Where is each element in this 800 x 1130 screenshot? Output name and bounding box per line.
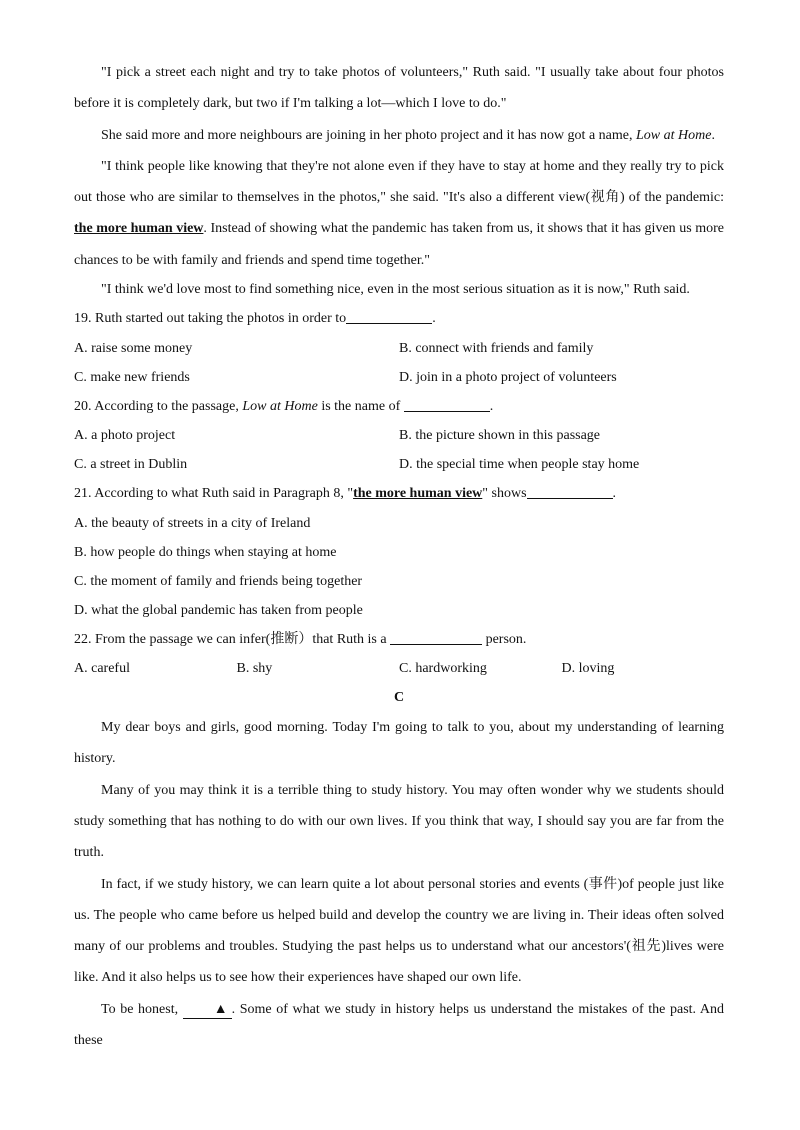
paragraph-c-greeting: My dear boys and girls, good morning. Today I'm going to talk to you, about my understanding of learning history.: [74, 720, 724, 767]
options-20-row2: [74, 450, 724, 479]
text-segment: "I think people like knowing that they're not alone even if they have to stay at home and they really try to pick out those who are similar to themselves in the photos," she said. "It's also a different view(视角) of the pandemic:: [74, 158, 724, 206]
answer-blank: [346, 309, 432, 324]
question-22: [74, 625, 724, 655]
option-d: D. what the global pandemic has taken from people: [74, 602, 363, 618]
option-d: D. loving: [561, 661, 615, 677]
project-name-italic: Low at Home: [242, 398, 318, 414]
paragraph-something-nice: "I think we'd love most to find something nice, even in the most serious situation as it is now," Ruth said.: [101, 282, 690, 298]
question-end: .: [432, 311, 436, 327]
question-stem: 19. Ruth started out taking the photos in order to: [74, 311, 347, 327]
option-b: B. connect with friends and family: [399, 340, 594, 356]
option-a: A. a photo project: [74, 428, 176, 444]
question-stem: " shows: [482, 486, 527, 502]
paragraph-photos-volunteers: "I pick a street each night and try to take photos of volunteers," Ruth said. "I usually take about four photos before it is completely dark, but two if I'm talking a lot—which I love to do.": [74, 65, 724, 112]
human-view-bold: the more human view: [353, 486, 483, 502]
section-heading-c: C: [393, 690, 405, 706]
text-segment: . Instead of showing what the pandemic has taken from us, it shows that it has given us more chances to be with family and friends and spend time together.": [74, 221, 724, 268]
paragraph-c-to-be-honest: [74, 994, 724, 1057]
question-20: [74, 392, 724, 422]
options-22: [74, 654, 724, 683]
option-d: D. join in a photo project of volunteers: [399, 369, 617, 385]
paragraph-c-terrible-thing: Many of you may think it is a terrible thing to study history. You may often wonder why we students should study something that has nothing to do with our own lives. If you think that way, I should say you are far from the truth.: [74, 782, 724, 861]
triangle-blank: ▲: [183, 1002, 232, 1019]
question-stem: person.: [482, 631, 527, 647]
option-b: B. the picture shown in this passage: [399, 428, 601, 444]
text-segment: To be honest,: [101, 1001, 183, 1017]
project-name-italic: Low at Home: [635, 127, 712, 143]
option-b: B. shy: [236, 661, 273, 677]
option-a: A. the beauty of streets in a city of Ireland: [74, 515, 311, 531]
option-c: C. the moment of family and friends being together: [74, 573, 363, 589]
question-end: .: [612, 486, 617, 502]
options-19-row1: [74, 334, 724, 363]
option-a: A. raise some money: [74, 340, 193, 356]
option-b: B. how people do things when staying at home: [74, 544, 337, 560]
question-end: .: [489, 398, 494, 414]
options-20-row1: [74, 421, 724, 450]
question-stem: 20. According to the passage,: [74, 398, 243, 414]
paragraph-c-in-fact: In fact, if we study history, we can learn quite a lot about personal stories and events (事件)of people just like us. The people who came before us helped build and develop the country we are living in. Their ideas often solved many of our problems and troubles. Studying the past helps us to understand what our ancestors'(祖先)lives were like. And it also helps us to see how their experiences have shaped our own life.: [74, 876, 724, 986]
human-view-bold: the more human view: [74, 221, 204, 237]
text-segment: She said more and more neighbours are joining in her photo project and it has now got a name,: [101, 127, 636, 143]
option-c: C. make new friends: [74, 369, 190, 385]
document-page: [74, 57, 724, 1056]
option-c: C. a street in Dublin: [74, 457, 188, 473]
answer-blank: [527, 484, 613, 499]
options-19-row2: [74, 363, 724, 392]
answer-blank: [390, 630, 482, 645]
option-c: C. hardworking: [399, 661, 487, 677]
paragraph-human-view: [74, 151, 724, 276]
text-segment: .: [711, 127, 715, 143]
question-stem: is the name of: [317, 398, 404, 414]
question-stem: 22. From the passage we can infer(推断）that Ruth is a: [74, 631, 391, 647]
question-21: [74, 479, 724, 509]
paragraph-photo-project-name: [74, 120, 724, 151]
option-a: A. careful: [74, 661, 130, 677]
answer-blank: [404, 397, 490, 412]
question-stem: 21. According to what Ruth said in Paragraph 8, ": [74, 486, 354, 502]
text-segment: . Some of what we study in history helps us understand the mistakes of the past. And these: [74, 1001, 725, 1049]
option-d: D. the special time when people stay home: [399, 457, 640, 473]
question-19: [74, 304, 724, 334]
